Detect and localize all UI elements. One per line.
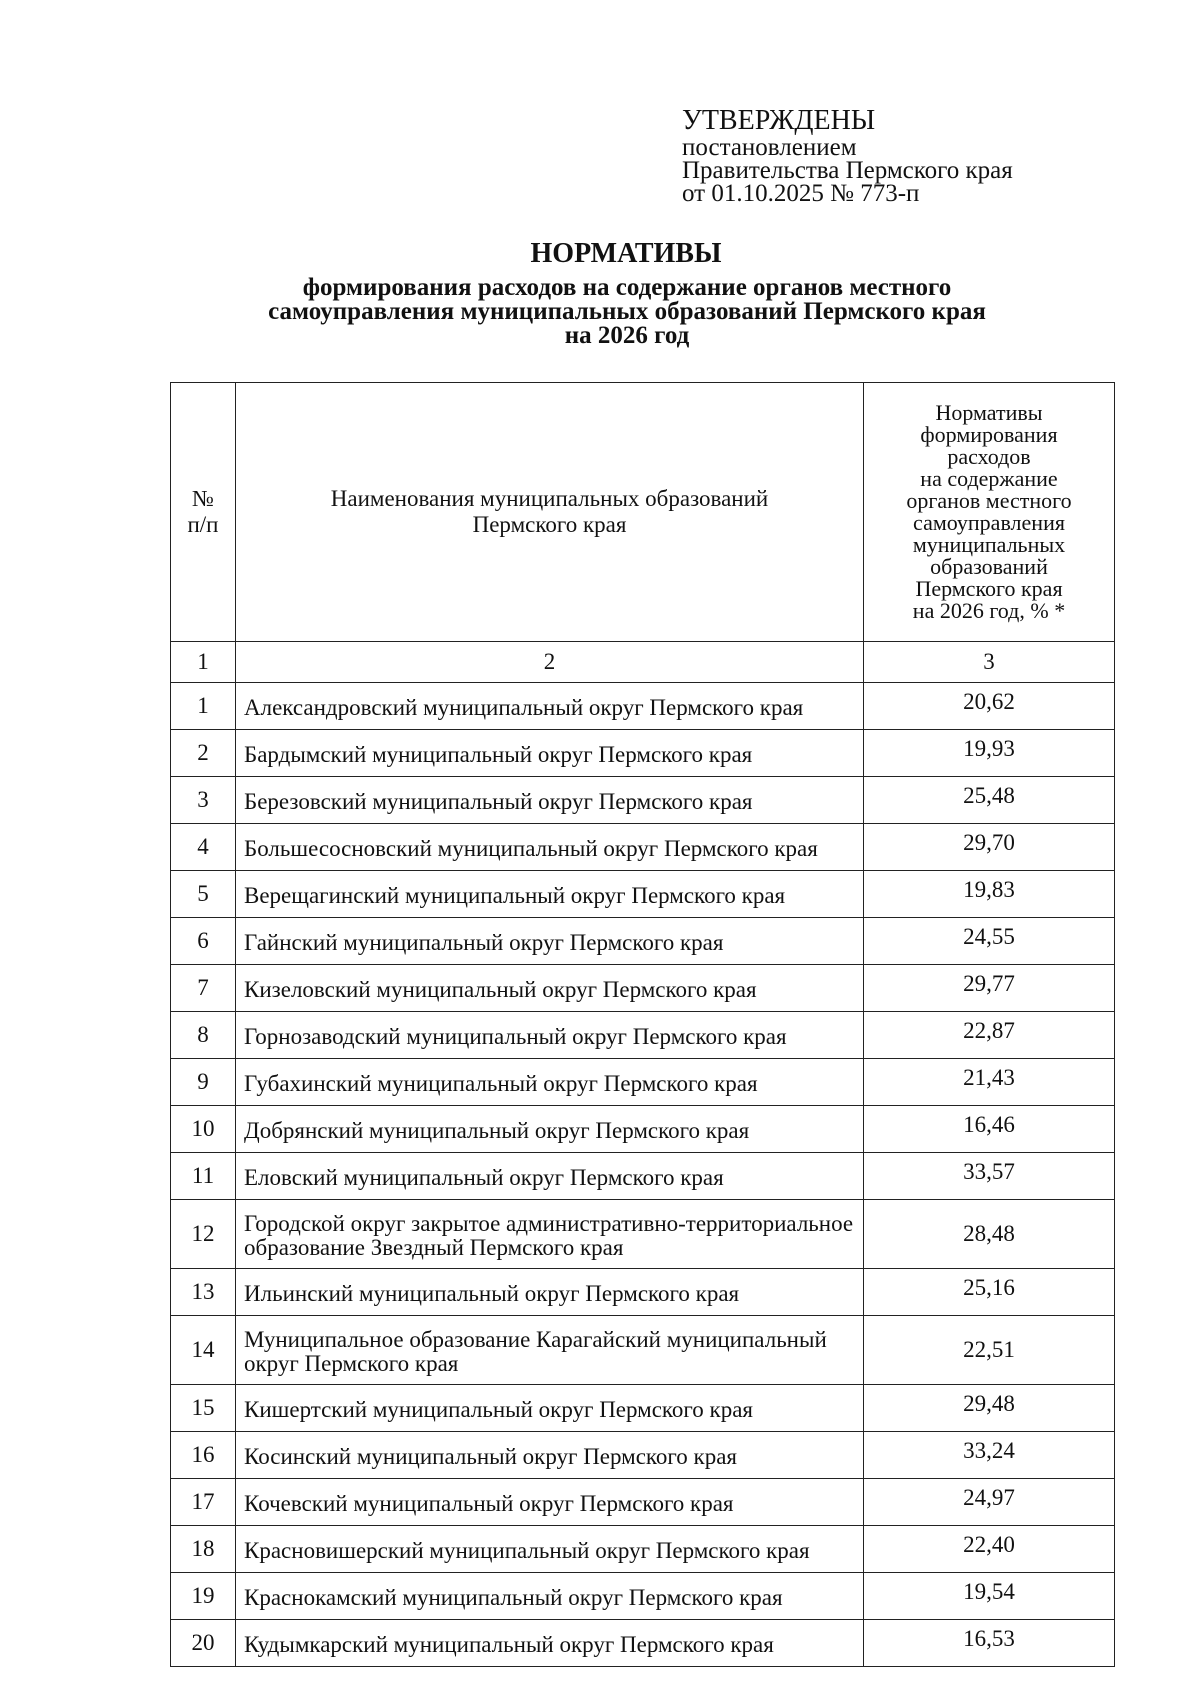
norm-value: 29,77 — [864, 965, 1115, 1012]
column-number: 3 — [864, 642, 1115, 683]
row-number: 2 — [171, 730, 236, 777]
municipality-name: Добрянский муниципальный округ Пермского края — [236, 1106, 864, 1153]
approval-date: от 01.10.2025 № 773-п — [682, 180, 920, 207]
header-line: образований — [930, 554, 1048, 579]
municipality-name: Кудымкарский муниципальный округ Пермского края — [236, 1620, 864, 1667]
municipality-name: Верещагинский муниципальный округ Пермского края — [236, 871, 864, 918]
municipality-name: Кишертский муниципальный округ Пермского края — [236, 1385, 864, 1432]
row-number: 15 — [171, 1385, 236, 1432]
header-line: Наименования муниципальных образований — [330, 486, 769, 511]
municipality-name: Еловский муниципальный округ Пермского края — [236, 1153, 864, 1200]
table-row — [171, 730, 1115, 777]
norm-value: 24,97 — [864, 1479, 1115, 1526]
municipality-name: Гайнский муниципальный округ Пермского края — [236, 918, 864, 965]
column-number: 2 — [236, 642, 864, 683]
header-line: Пермского края — [472, 512, 627, 537]
header-line: Нормативы — [935, 400, 1043, 425]
table-row — [171, 1106, 1115, 1153]
approval-heading: УТВЕРЖДЕНЫ — [682, 105, 876, 136]
norm-value: 29,48 — [864, 1385, 1115, 1432]
table-row — [171, 1479, 1115, 1526]
header-line: органов местного — [906, 488, 1072, 513]
document-title: НОРМАТИВЫ — [530, 238, 722, 269]
norm-value: 21,43 — [864, 1059, 1115, 1106]
municipality-name: Александровский муниципальный округ Пермского края — [236, 683, 864, 730]
norm-value: 33,57 — [864, 1153, 1115, 1200]
table-row — [171, 1200, 1115, 1269]
row-number: 6 — [171, 918, 236, 965]
header-number — [171, 383, 236, 642]
row-number: 1 — [171, 683, 236, 730]
municipality-name: Губахинский муниципальный округ Пермского края — [236, 1059, 864, 1106]
header-name — [236, 383, 864, 642]
norm-value: 25,16 — [864, 1269, 1115, 1316]
row-number: 3 — [171, 777, 236, 824]
municipality-name: Красновишерский муниципальный округ Пермского края — [236, 1526, 864, 1573]
header-line: самоуправления — [913, 510, 1065, 535]
row-number: 18 — [171, 1526, 236, 1573]
row-number: 8 — [171, 1012, 236, 1059]
header-line: № — [192, 486, 214, 511]
norm-value: 33,24 — [864, 1432, 1115, 1479]
table-row — [171, 1316, 1115, 1385]
norm-value: 28,48 — [864, 1200, 1115, 1269]
norm-value: 19,83 — [864, 871, 1115, 918]
norm-value: 25,48 — [864, 777, 1115, 824]
table-row — [171, 1620, 1115, 1667]
municipality-name: Ильинский муниципальный округ Пермского края — [236, 1269, 864, 1316]
municipality-name: Горнозаводский муниципальный округ Пермского края — [236, 1012, 864, 1059]
norm-value: 29,70 — [864, 824, 1115, 871]
table-row — [171, 918, 1115, 965]
norm-value: 22,51 — [864, 1316, 1115, 1385]
subtitle-line: формирования расходов на содержание органов местного — [302, 274, 952, 301]
row-number: 5 — [171, 871, 236, 918]
table-row — [171, 1153, 1115, 1200]
norm-value: 19,93 — [864, 730, 1115, 777]
table-row — [171, 824, 1115, 871]
municipality-name: Косинский муниципальный округ Пермского края — [236, 1432, 864, 1479]
subtitle-line: самоуправления муниципальных образований Пермского края — [268, 298, 986, 325]
norm-value: 19,54 — [864, 1573, 1115, 1620]
header-line: Пермского края — [915, 576, 1063, 601]
document-subtitle — [210, 276, 1044, 348]
subtitle-line: на 2026 год — [564, 322, 690, 349]
row-number: 4 — [171, 824, 236, 871]
municipality-name: Городской округ закрытое административно-территориальное образование Звездный Пермского края — [236, 1200, 864, 1269]
norm-value: 22,87 — [864, 1012, 1115, 1059]
table-row — [171, 683, 1115, 730]
municipality-name: Бардымский муниципальный округ Пермского края — [236, 730, 864, 777]
table-header-row — [171, 383, 1115, 642]
norm-value: 20,62 — [864, 683, 1115, 730]
row-number: 20 — [171, 1620, 236, 1667]
table-row — [171, 1432, 1115, 1479]
table-row — [171, 1012, 1115, 1059]
approval-line: Правительства Пермского края — [682, 157, 1013, 184]
header-line: на 2026 год, % * — [912, 598, 1066, 623]
table-row — [171, 1269, 1115, 1316]
municipality-name: Краснокамский муниципальный округ Пермского края — [236, 1573, 864, 1620]
municipality-name: Муниципальное образование Карагайский муниципальный округ Пермского края — [236, 1316, 864, 1385]
norm-value: 22,40 — [864, 1526, 1115, 1573]
row-number: 19 — [171, 1573, 236, 1620]
header-line: муниципальных — [912, 532, 1066, 557]
column-number: 1 — [171, 642, 236, 683]
municipality-name: Березовский муниципальный округ Пермского края — [236, 777, 864, 824]
table-row — [171, 965, 1115, 1012]
table-row — [171, 1526, 1115, 1573]
approval-line: постановлением — [682, 134, 857, 161]
row-number: 10 — [171, 1106, 236, 1153]
row-number: 14 — [171, 1316, 236, 1385]
table-row — [171, 1385, 1115, 1432]
norm-value: 16,46 — [864, 1106, 1115, 1153]
table-row — [171, 1573, 1115, 1620]
municipality-name: Кочевский муниципальный округ Пермского края — [236, 1479, 864, 1526]
norms-table — [170, 382, 1115, 1667]
row-number: 13 — [171, 1269, 236, 1316]
row-number: 9 — [171, 1059, 236, 1106]
row-number: 11 — [171, 1153, 236, 1200]
header-line: расходов — [947, 444, 1031, 469]
table-row — [171, 1059, 1115, 1106]
norm-value: 16,53 — [864, 1620, 1115, 1667]
norm-value: 24,55 — [864, 918, 1115, 965]
municipality-name: Кизеловский муниципальный округ Пермского края — [236, 965, 864, 1012]
table-row — [171, 871, 1115, 918]
row-number: 7 — [171, 965, 236, 1012]
row-number: 16 — [171, 1432, 236, 1479]
header-value — [864, 383, 1115, 642]
approval-stamp — [682, 106, 1013, 205]
row-number: 17 — [171, 1479, 236, 1526]
header-line: на содержание — [920, 466, 1058, 491]
header-line: п/п — [187, 512, 219, 537]
row-number: 12 — [171, 1200, 236, 1269]
municipality-name: Большесосновский муниципальный округ Пермского края — [236, 824, 864, 871]
column-numbers-row — [171, 642, 1115, 683]
header-line: формирования — [920, 422, 1058, 447]
table-row — [171, 777, 1115, 824]
